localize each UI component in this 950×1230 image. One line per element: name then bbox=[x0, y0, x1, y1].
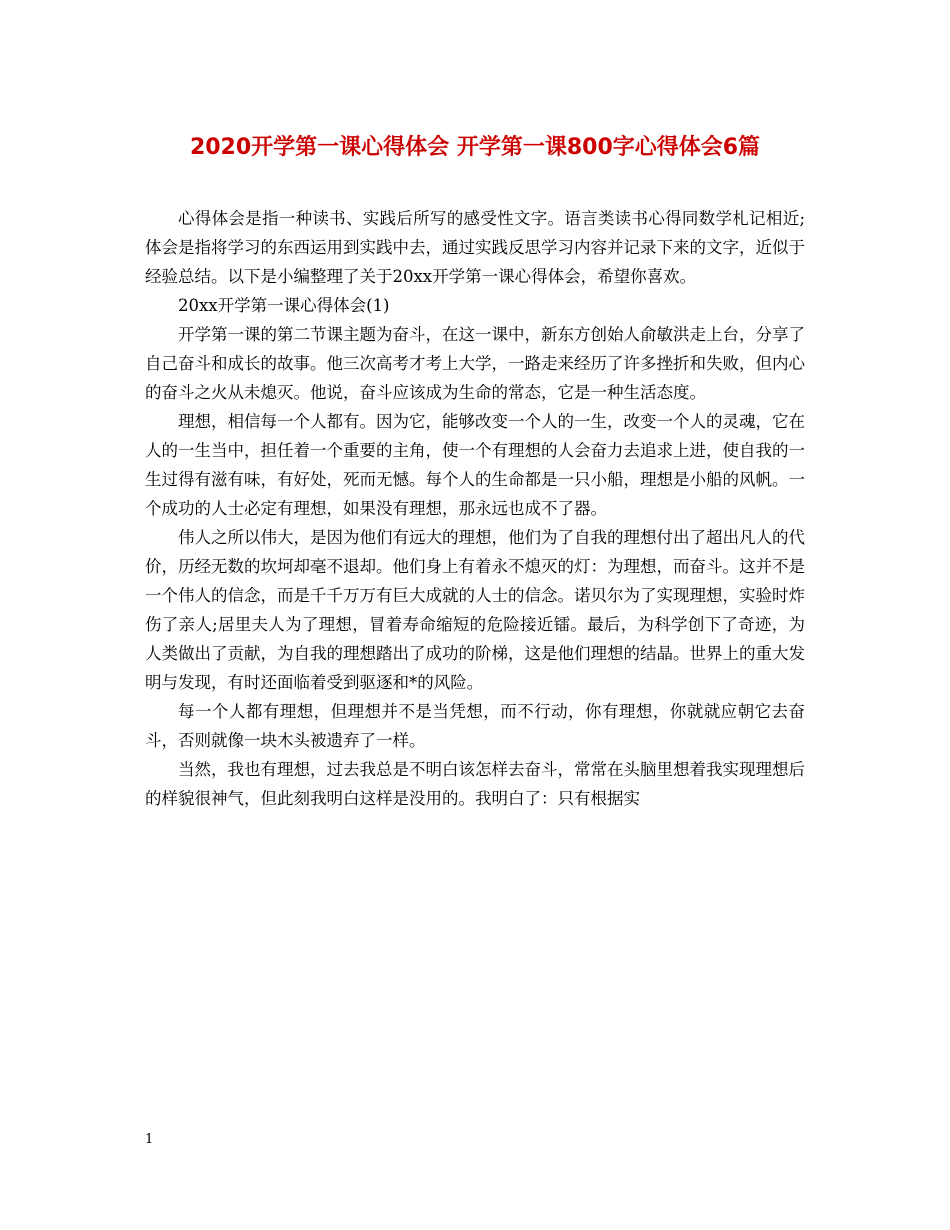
document-title: 2020开学第一课心得体会 开学第一课800字心得体会6篇 bbox=[189, 135, 761, 160]
section-heading: 20xx开学第一课心得体会(1) bbox=[178, 296, 390, 315]
paragraph: 每一个人都有理想，但理想并不是当凭想，而不行动，你有理想，你就就应朝它去奋斗，否则就像一块木头被遗弃了一样。 bbox=[145, 702, 805, 750]
paragraph: 开学第一课的第二节课主题为奋斗，在这一课中，新东方创始人俞敏洪走上台，分享了自己奋斗和成长的故事。他三次高考才考上大学，一路走来经历了许多挫折和失败，但内心的奋斗之火从未熄灭。他说，奋斗应该成为生命的常态，它是一种生活态度。 bbox=[145, 325, 805, 402]
paragraph: 理想，相信每一个人都有。因为它，能够改变一个人的一生，改变一个人的灵魂，它在人的一生当中，担任着一个重要的主角，使一个有理想的人会奋力去追求上进，使自我的一生过得有滋有味，有好处，死而无憾。每个人的生命都是一只小船，理想是小船的风帆。一个成功的人士必定有理想，如果没有理想，那永远也成不了器。 bbox=[145, 412, 805, 518]
paragraph: 伟人之所以伟大，是因为他们有远大的理想，他们为了自我的理想付出了超出凡人的代价，历经无数的坎坷却毫不退却。他们身上有着永不熄灭的灯：为理想，而奋斗。这并不是一个伟人的信念，而是千千万万有巨大成就的人士的信念。诺贝尔为了实现理想，实验时炸伤了亲人;居里夫人为了理想，冒着寿命缩短的危险接近镭。最后，为科学创下了奇迹，为人类做出了贡献，为自我的理想踏出了成功的阶梯，这是他们理想的结晶。世界上的重大发明与发现，有时还面临着受到驱逐和*的风险。 bbox=[145, 528, 805, 692]
document-body bbox=[145, 204, 805, 813]
page-number: 1 bbox=[145, 1132, 154, 1147]
paragraph-intro: 心得体会是指一种读书、实践后所写的感受性文字。语言类读书心得同数学札记相近;体会是指将学习的东西运用到实践中去，通过实践反思学习内容并记录下来的文字，近似于经验总结。以下是小编整理了关于20xx开学第一课心得体会，希望你喜欢。 bbox=[145, 209, 805, 286]
paragraph: 当然，我也有理想，过去我总是不明白该怎样去奋斗，常常在头脑里想着我实现理想后的样貌很神气，但此刻我明白这样是没用的。我明白了：只有根据实 bbox=[145, 760, 805, 808]
